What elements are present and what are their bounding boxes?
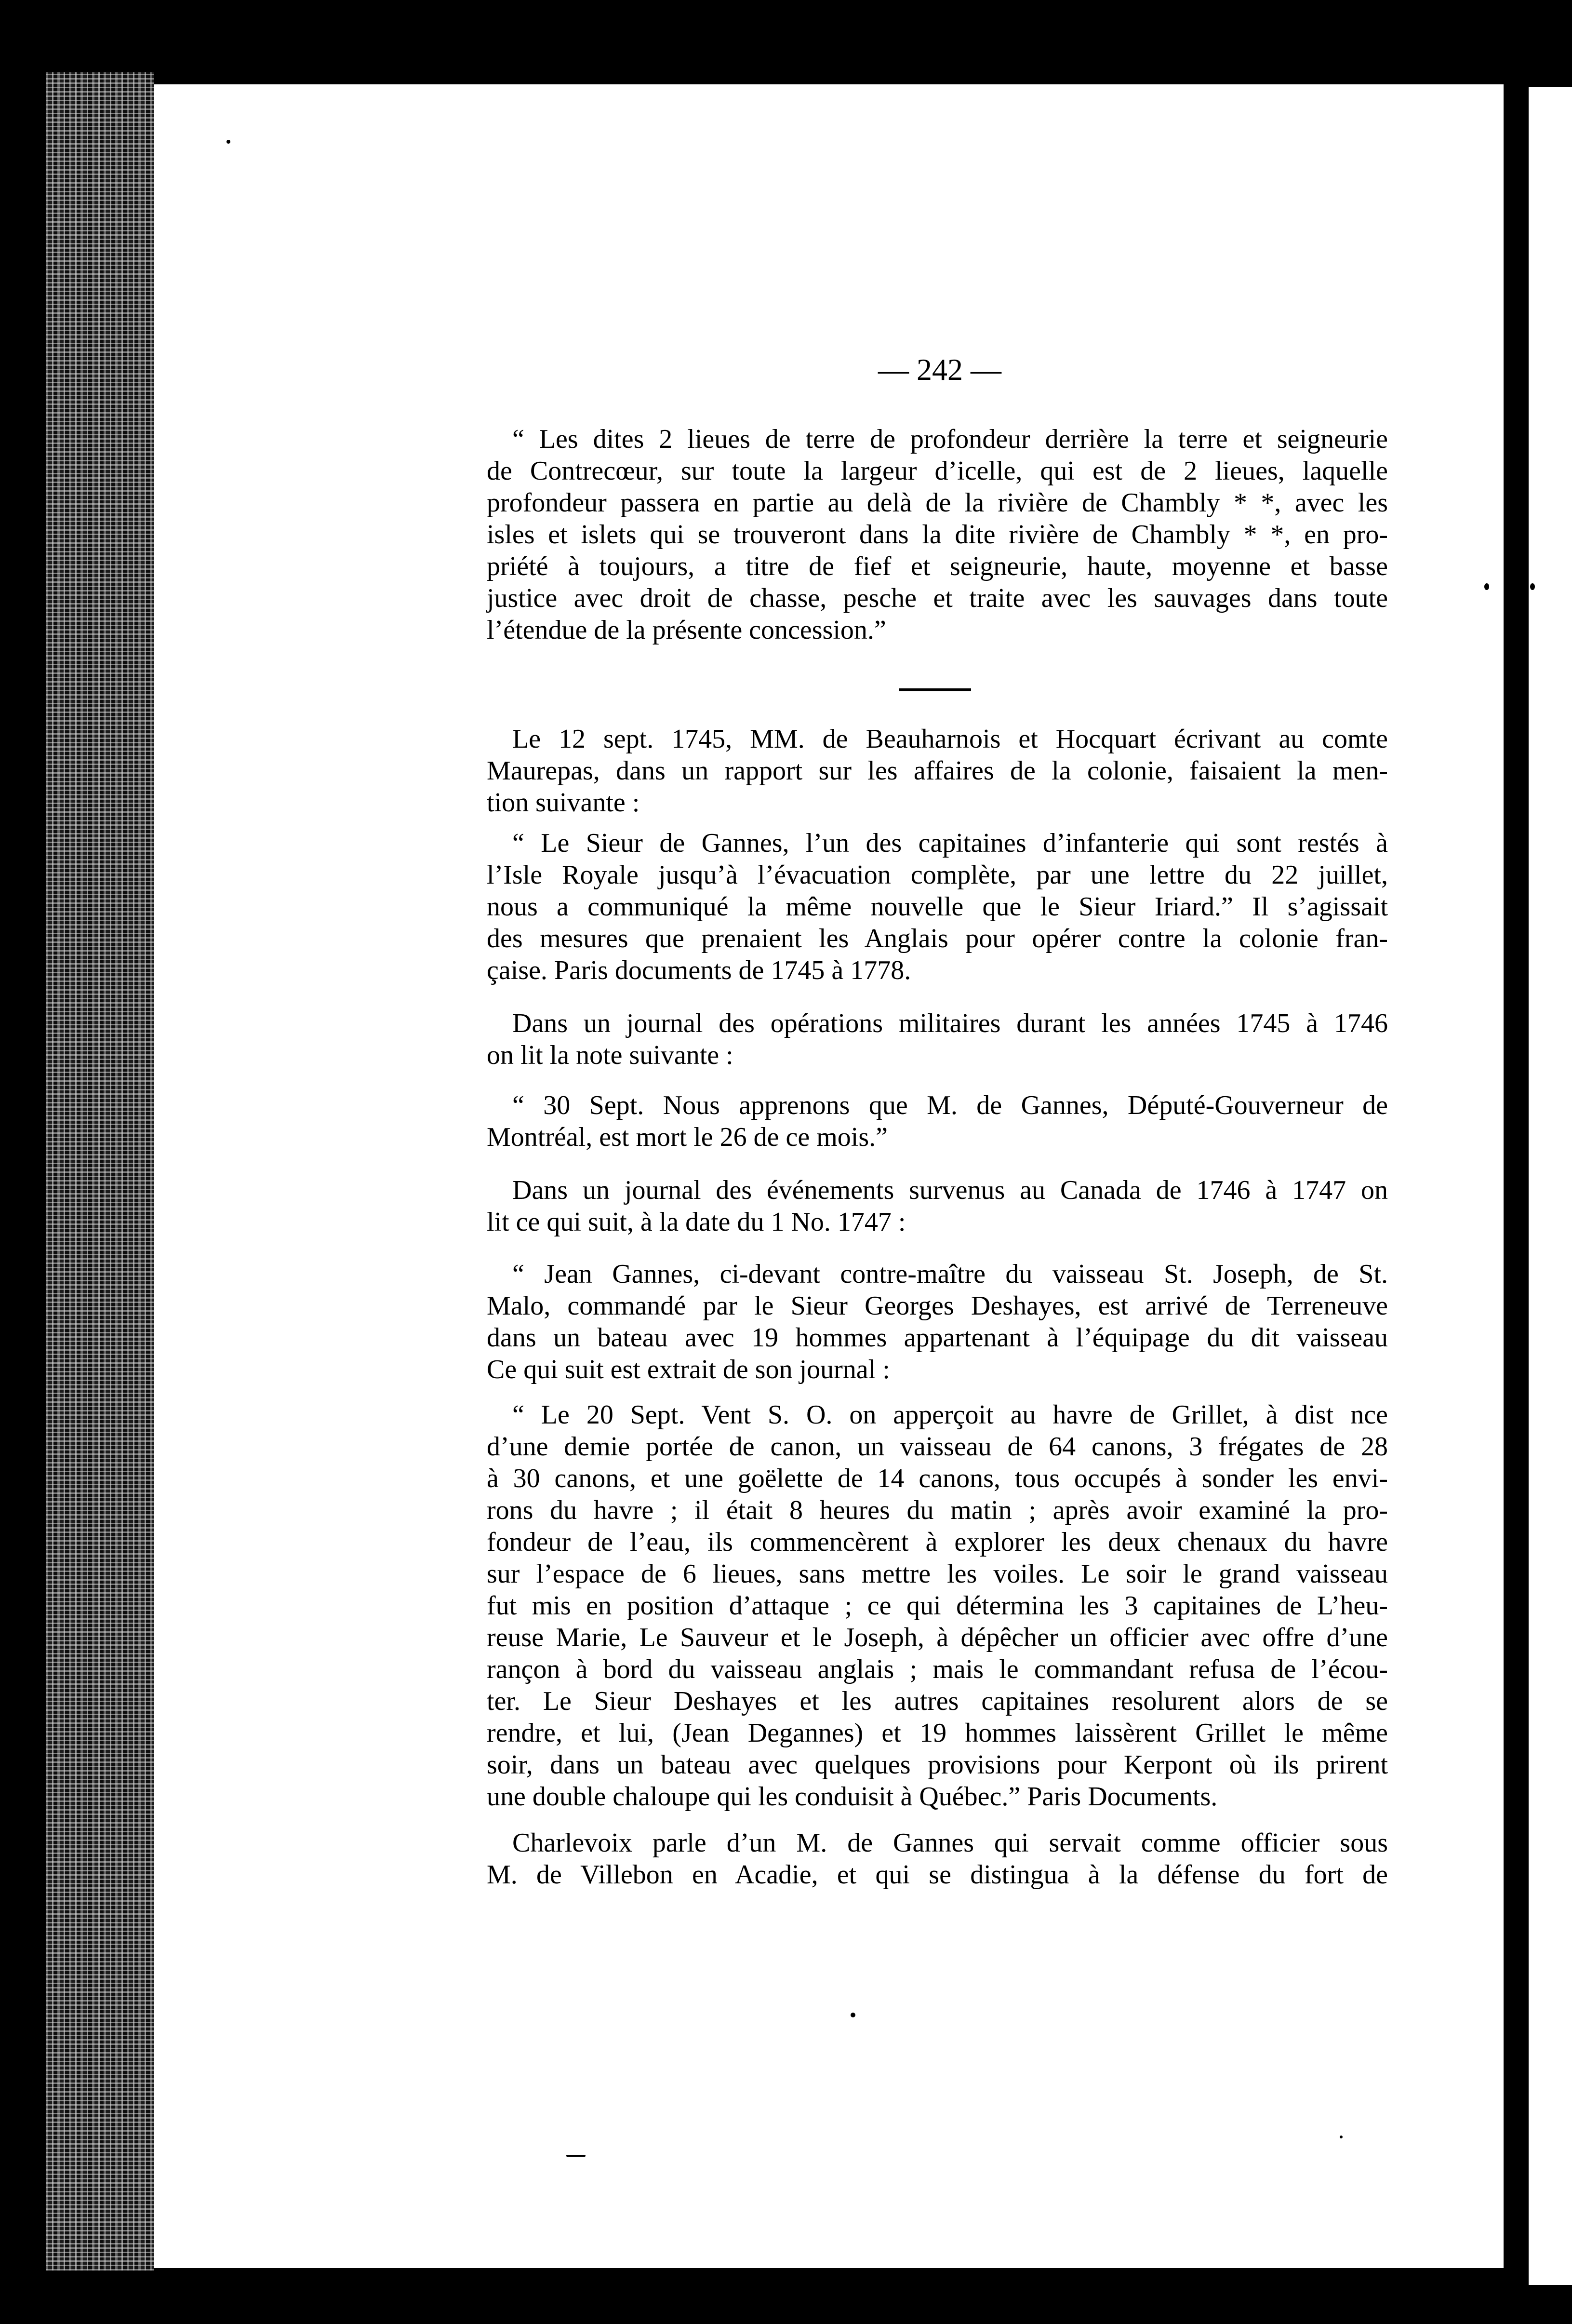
text-line: Dans un journal des opérations militaires durant les années 1745 à 1746 xyxy=(512,1008,1388,1038)
text-line: justice avec droit de chasse, pesche et traite avec les sauvages dans toute xyxy=(487,583,1388,613)
text-line: l’Isle Royale jusqu’à l’évacuation complète, par une lettre du 22 juillet, xyxy=(487,860,1388,890)
text-line: fut mis en position d’attaque ; ce qui détermina les 3 capitaines de L’heu- xyxy=(487,1591,1388,1621)
scan-speck xyxy=(1340,2136,1343,2138)
text-line: des mesures que prenaient les Anglais pour opérer contre la colonie fran- xyxy=(487,924,1388,954)
text-line: lit ce qui suit, à la date du 1 No. 1747 : xyxy=(487,1207,906,1237)
binding-edge xyxy=(46,72,154,2270)
text-line: profondeur passera en partie au delà de la rivière de Chambly * *, avec les xyxy=(487,488,1388,518)
text-line: à 30 canons, et une goëlette de 14 canons, tous occupés à sonder les envi- xyxy=(487,1464,1388,1493)
next-page-edge xyxy=(1518,87,1572,2285)
scan-speck xyxy=(1530,583,1535,590)
text-line: Dans un journal des événements survenus au Canada de 1746 à 1747 on xyxy=(512,1175,1388,1205)
text-line: on lit la note suivante : xyxy=(487,1040,733,1070)
text-line: l’étendue de la présente concession.” xyxy=(487,615,886,645)
text-line: Malo, commandé par le Sieur Georges Deshayes, est arrivé de Terreneuve xyxy=(487,1291,1388,1321)
text-line: d’une demie portée de canon, un vaisseau de 64 canons, 3 frégates de 28 xyxy=(487,1432,1388,1462)
text-line: çaise. Paris documents de 1745 à 1778. xyxy=(487,955,911,985)
text-line: priété à toujours, a titre de fief et seigneurie, haute, moyenne et basse xyxy=(487,551,1388,581)
text-line: tion suivante : xyxy=(487,788,640,818)
text-line: rendre, et lui, (Jean Degannes) et 19 hommes laissèrent Grillet le même xyxy=(487,1718,1388,1748)
text-line: rons du havre ; il était 8 heures du matin ; après avoir examiné la pro- xyxy=(487,1495,1388,1525)
text-line: isles et islets qui se trouveront dans la dite rivière de Chambly * *, en pro- xyxy=(487,520,1388,550)
text-line: Maurepas, dans un rapport sur les affaires de la colonie, faisaient la men- xyxy=(487,756,1388,786)
text-line: fondeur de l’eau, ils commencèrent à explorer les deux chenaux du havre xyxy=(487,1527,1388,1557)
text-line: M. de Villebon en Acadie, et qui se distingua à la défense du fort de xyxy=(487,1860,1388,1890)
scan-speck xyxy=(226,140,230,144)
text-line: nous a communiqué la même nouvelle que le Sieur Iriard.” Il s’agissait xyxy=(487,892,1388,922)
text-line: Le 12 sept. 1745, MM. de Beauharnois et Hocquart écrivant au comte xyxy=(512,724,1388,754)
scan-speck xyxy=(566,2155,586,2157)
page-number: — 242 — xyxy=(878,352,1001,387)
text-line: ter. Le Sieur Deshayes et les autres capitaines resolurent alors de se xyxy=(487,1686,1388,1716)
scan-speck xyxy=(1484,583,1489,590)
text-line: Ce qui suit est extrait de son journal : xyxy=(487,1355,890,1384)
text-line: une double chaloupe qui les conduisit à Québec.” Paris Documents. xyxy=(487,1782,1218,1812)
text-line: sur l’espace de 6 lieues, sans mettre les voiles. Le soir le grand vaisseau xyxy=(487,1559,1388,1589)
text-line: rançon à bord du vaisseau anglais ; mais le commandant refusa de l’écou- xyxy=(487,1654,1388,1684)
text-line: “ Le Sieur de Gannes, l’un des capitaines d’infanterie qui sont restés à xyxy=(512,828,1388,858)
text-line: de Contrecœur, sur toute la largeur d’icelle, qui est de 2 lieues, laquelle xyxy=(487,456,1388,486)
section-divider xyxy=(899,688,971,691)
text-line: “ Le 20 Sept. Vent S. O. on apperçoit au havre de Grillet, à dist nce xyxy=(512,1400,1388,1430)
text-line: Charlevoix parle d’un M. de Gannes qui servait comme officier sous xyxy=(512,1828,1388,1858)
text-line: “ Les dites 2 lieues de terre de profondeur derrière la terre et seigneurie xyxy=(512,424,1388,454)
text-line: soir, dans un bateau avec quelques provisions pour Kerpont où ils prirent xyxy=(487,1750,1388,1780)
text-line: “ 30 Sept. Nous apprenons que M. de Gannes, Député-Gouverneur de xyxy=(512,1090,1388,1120)
scan-speck xyxy=(851,2013,855,2017)
text-line: reuse Marie, Le Sauveur et le Joseph, à dépêcher un officier avec offre d’une xyxy=(487,1623,1388,1652)
text-line: Montréal, est mort le 26 de ce mois.” xyxy=(487,1122,888,1152)
text-line: “ Jean Gannes, ci-devant contre-maître du vaisseau St. Joseph, de St. xyxy=(512,1259,1388,1289)
text-line: dans un bateau avec 19 hommes appartenant à l’équipage du dit vaisseau xyxy=(487,1323,1388,1353)
